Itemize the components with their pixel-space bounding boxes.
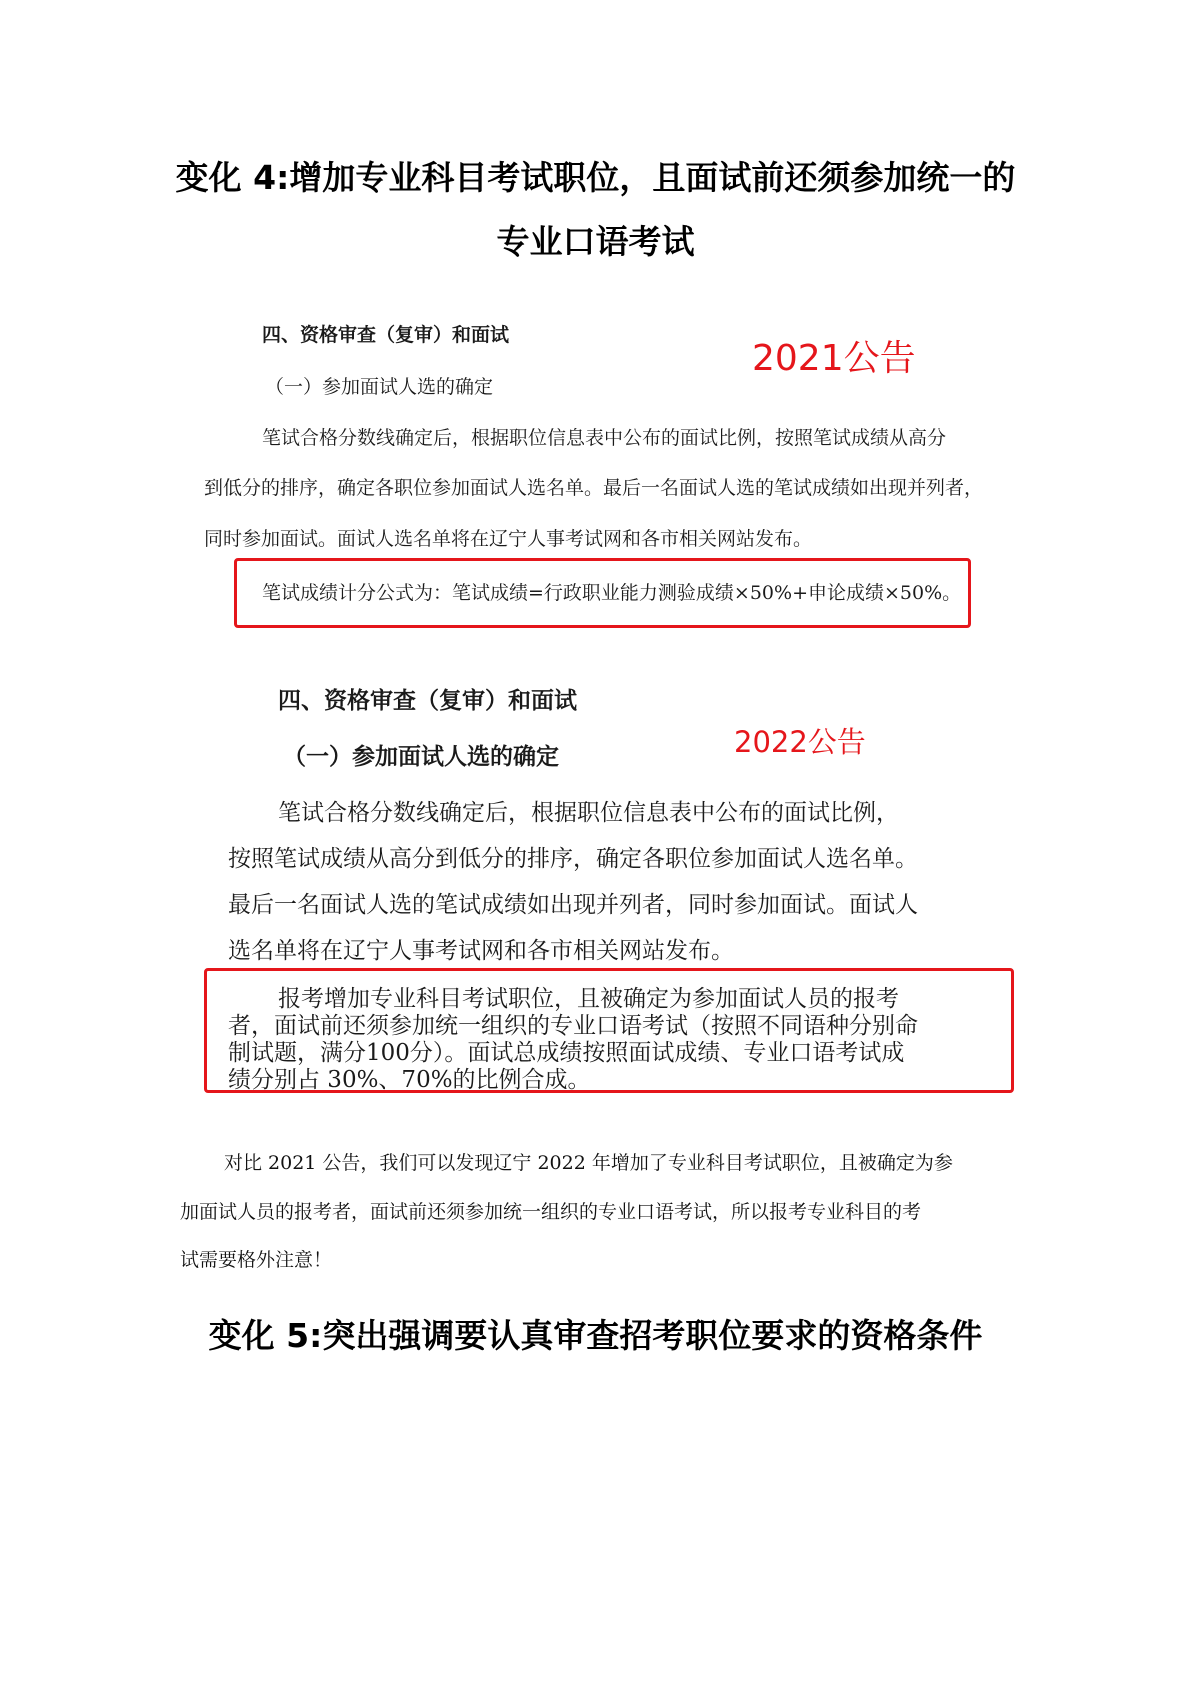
notice-2021-paragraph-line: 到低分的排序，确定各职位参加面试人选名单。最后一名面试人选的笔试成绩如出现并列者， <box>204 477 984 499</box>
notice-2021-formula: 笔试成绩计分公式为：笔试成绩=行政职业能力测验成绩×50%+申论成绩×50%。 <box>262 582 962 604</box>
notice-2022-paragraph-line: 按照笔试成绩从高分到低分的排序，确定各职位参加面试人选名单。 <box>228 846 918 872</box>
notice-2021-paragraph-line: 同时参加面试。面试人选名单将在辽宁人事考试网和各市相关网站发布。 <box>204 528 813 550</box>
notice-2022-paragraph-line: 最后一名面试人选的笔试成绩如出现并列者，同时参加面试。面试人 <box>228 892 918 918</box>
notice-2021-excerpt <box>180 320 1020 640</box>
notice-2022-label: 2022公告 <box>734 725 866 759</box>
section-4-heading-line-1: 变化 4:增加专业科目考试职位，且面试前还须参加统一的 <box>175 158 1016 197</box>
comparison-line: 试需要格外注意！ <box>180 1249 333 1271</box>
notice-2022-highlight-line: 报考增加专业科目考试职位，且被确定为参加面试人员的报考 <box>278 986 899 1012</box>
notice-2021-paragraph-line: 笔试合格分数线确定后，根据职位信息表中公布的面试比例，按照笔试成绩从高分 <box>262 427 947 449</box>
notice-2022-paragraph-line: 选名单将在辽宁人事考试网和各市相关网站发布。 <box>228 938 734 964</box>
comparison-line: 加面试人员的报考者，面试前还须参加统一组织的专业口语考试，所以报考专业科目的考 <box>180 1201 922 1223</box>
section-5-heading: 变化 5:突出强调要认真审查招考职位要求的资格条件 <box>208 1316 983 1355</box>
notice-2022-subtitle: （一）参加面试人选的确定 <box>283 743 559 770</box>
notice-2022-highlight-line: 者，面试前还须参加统一组织的专业口语考试（按照不同语种分别命 <box>228 1013 918 1039</box>
notice-2022-excerpt <box>180 672 1020 1112</box>
section-4-heading-line-2: 专业口语考试 <box>496 222 695 261</box>
comparison-line: 对比 2021 公告，我们可以发现辽宁 2022 年增加了专业科目考试职位，且被确定为参 <box>224 1152 953 1174</box>
notice-2021-subtitle: （一）参加面试人选的确定 <box>265 376 494 398</box>
notice-2022-highlight-line: 绩分别占 30%、70%的比例合成。 <box>228 1067 591 1093</box>
notice-2022-paragraph-line: 笔试合格分数线确定后，根据职位信息表中公布的面试比例， <box>278 800 899 826</box>
notice-2022-highlight-line: 制试题，满分100分）。面试总成绩按照面试成绩、专业口语考试成 <box>228 1040 905 1066</box>
notice-2021-title: 四、资格审查（复审）和面试 <box>262 324 510 346</box>
notice-2021-label: 2021公告 <box>752 338 916 379</box>
notice-2022-title: 四、资格审查（复审）和面试 <box>278 687 577 714</box>
